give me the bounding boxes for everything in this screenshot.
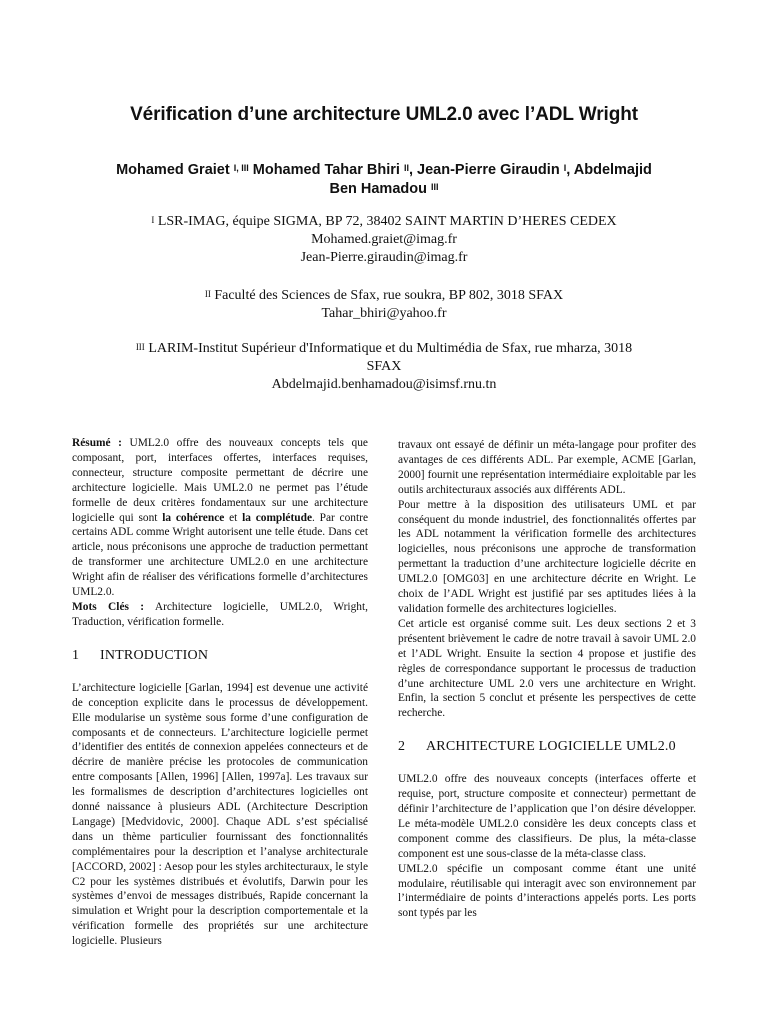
affiliation-text: SFAX: [366, 359, 402, 374]
author-affiliation-mark: III: [431, 182, 439, 192]
body-paragraph: UML2.0 offre des nouveaux concepts (interfaces offerte et requise, port, structure composite et connecteur) permettant de définir l’architecture de l’application que l’on désire développer. Le méta-modèle UML2.0 considère les deux concepts class et component comme des classifieurs. De plus, la méta-classe component est une sous-classe de la méta-classe class.: [398, 773, 696, 860]
affiliation-mark: I: [151, 215, 155, 225]
abstract-label: Résumé :: [72, 437, 122, 449]
author-name: Ben Hamadou: [329, 181, 427, 197]
affiliation-email: Jean-Pierre.giraudin@imag.fr: [300, 250, 468, 265]
affiliation-mark: III: [135, 342, 145, 352]
body-paragraph: L’architecture logicielle [Garlan, 1994] est devenue une activité de conception explicite dans le processus de développement. Elle modularise un système sous forme d’une configuration de composants et de connecteurs. L’architecture logicielle permet d’identifier des entités de connexion appelées connecteurs et de décrire de manière précise les protocoles de communication entre composants [Allen, 1996] [Allen, 1997a]. Les travaux sur les formalismes de description d’architectures logicielles ont donné naissance à plusieurs ADL (Architecture Description Langage) [Medvidovic, 2000]. Chaque ADL s’est spécialisé dans un thème particulier fournissant des fonctionnalités complémentaires pour la description et l’analyse architecturale [ACCORD, 2002] : Aesop pour les styles architecturaux, le style C2 pour les systèmes distribués et évolutifs, Darwin pour les systèmes d’envoi de messages distribués, Rapide concernant la simulation et Wright pour la description comportementale et la vérification formelle des propriétés sur une architecture logicielle. Plusieurs: [72, 681, 368, 948]
body-paragraph: Cet article est organisé comme suit. Les deux sections 2 et 3 présentent brièvement le cadre de notre travail à savoir UML 2.0 et l’ADL Wright. Ensuite la section 4 propose et justifie des règles de correspondance supportant le processus de traduction d’une architecture UML 2.0 vers une architecture en Wright. Enfin, la section 5 conclut et présente les perspectives de cette recherche.: [398, 617, 696, 720]
section-number: 1: [72, 647, 80, 663]
affiliation-line: [60, 287, 708, 305]
author-affiliation-mark: I: [563, 163, 567, 173]
affiliation-block-1: [60, 213, 708, 267]
author-name: , Jean-Pierre Giraudin: [408, 162, 560, 178]
body-paragraph: UML2.0 spécifie un composant comme étant une unité modulaire, réutilisable qui interagit avec son environnement par l’intermédiaire de points d’interactions appelés ports. Les ports sont typés par les: [398, 862, 696, 920]
body-paragraph: travaux ont essayé de définir un méta-langage pour profiter des avantages de ces différents ADL. Par exemple, ACME [Garlan, 2000] fournit une représentation intermédiaire exploitable par les outils architecturaux associés aux différents ADL.: [398, 439, 696, 496]
abstract-text: et: [229, 511, 238, 524]
section-number: 2: [398, 739, 406, 755]
author-name: Mohamed Tahar Bhiri: [252, 162, 400, 178]
right-column: [398, 438, 696, 921]
section-heading: [398, 738, 696, 756]
keywords-label: Mots Clés :: [72, 600, 145, 613]
abstract-text: UML2.0 offre des nouveaux concepts tels que composant, port, interfaces offertes, interfaces requises, connecteur, structure composite permettant de décrire une architecture logicielle. Mais UML2.0 ne permet pas l’étude formelle de deux critères fondamentaux sur une architecture logicielle qui sont: [72, 437, 368, 524]
affiliation-text: LARIM-Institut Supérieur d'Informatique et du Multimédia de Sfax, rue mharza, 3018: [148, 341, 633, 356]
body-paragraph: Pour mettre à la disposition des utilisateurs UML et par conséquent du monde industriel, des fonctionnalités offertes par les ADL notamment la vérification formelle des architectures logicielles, nous préconisons une approche de transformation permettant la traduction d’une architecture logicielle décrite en UML2.0 [OMG03] en une architecture décrite en Wright. Le choix de l’ADL Wright est justifié par ses aptitudes liées à la validation formelle des architectures logicielles.: [398, 498, 696, 615]
affiliation-line: [60, 213, 708, 231]
affiliation-email: Tahar_bhiri@yahoo.fr: [321, 306, 447, 321]
author-name: Mohamed Graiet: [116, 162, 230, 178]
author-affiliation-mark: I, III: [233, 163, 249, 173]
affiliation-email: Mohamed.graiet@imag.fr: [311, 232, 457, 247]
paper-title: Vérification d’une architecture UML2.0 avec l’ADL Wright: [130, 104, 638, 125]
abstract-paragraph: [72, 436, 368, 600]
abstract-emphasis: la complétude: [242, 511, 313, 524]
affiliation-block-3: [60, 340, 708, 394]
section-title: ARCHITECTURE LOGICIELLE UML2.0: [426, 739, 676, 755]
affiliation-text: LSR-IMAG, équipe SIGMA, BP 72, 38402 SAINT MARTIN D’HERES CEDEX: [157, 214, 617, 229]
section-title: INTRODUCTION: [100, 647, 209, 663]
abstract-emphasis: la cohérence: [162, 511, 225, 524]
keywords-text: Architecture logicielle, UML2.0, Wright, Traduction, vérification formelle.: [72, 600, 368, 628]
affiliation-mark: II: [204, 289, 211, 299]
abstract-text: . Par contre certains ADL comme Wright autorisent une telle étude. Dans cet article, nous préconisons une approche de traduction permettant de transformer une architecture UML2.0 en une architecture Wright afin de réaliser des vérifications formelle d’architectures UML2.0.: [72, 511, 369, 599]
author-affiliation-mark: II: [403, 163, 409, 173]
affiliation-line: [60, 340, 708, 358]
affiliation-text: Faculté des Sciences de Sfax, rue soukra, BP 802, 3018 SFAX: [214, 288, 564, 303]
section-heading: [72, 647, 368, 665]
affiliation-email: Abdelmajid.benhamadou@isimsf.rnu.tn: [271, 377, 497, 392]
author-name: , Abdelmajid: [566, 162, 652, 178]
keywords-paragraph: [72, 600, 368, 630]
author-list: [70, 161, 698, 199]
affiliation-block-2: [60, 287, 708, 323]
left-column: [72, 436, 368, 949]
